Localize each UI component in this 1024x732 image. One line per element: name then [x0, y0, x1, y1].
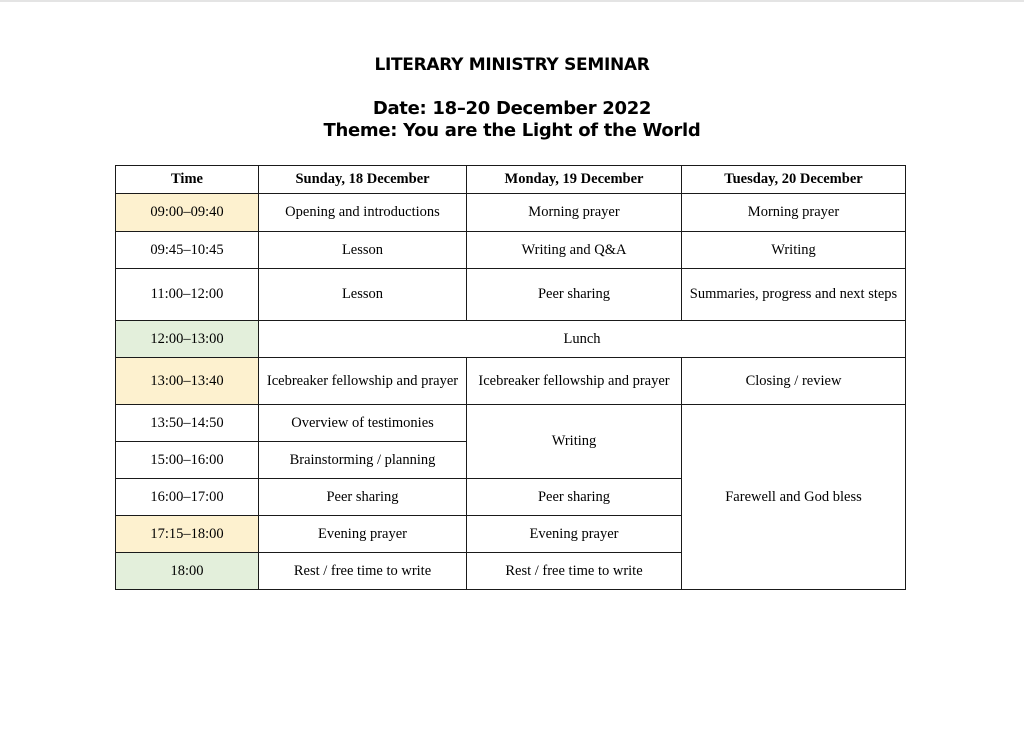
sunday-cell: Brainstorming / planning — [259, 442, 467, 479]
time-cell: 09:45–10:45 — [116, 232, 259, 269]
page-title: LITERARY MINISTRY SEMINAR — [374, 55, 650, 75]
column-header-tuesday: Tuesday, 20 December — [682, 166, 906, 194]
table-row — [116, 405, 906, 442]
time-cell: 15:00–16:00 — [116, 442, 259, 479]
tuesday-cell: Morning prayer — [682, 194, 906, 232]
time-cell: 13:50–14:50 — [116, 405, 259, 442]
sunday-cell: Lesson — [259, 269, 467, 321]
sunday-cell: Overview of testimonies — [259, 405, 467, 442]
monday-cell: Rest / free time to write — [467, 553, 682, 590]
lunch-cell: Lunch — [259, 321, 906, 358]
table-row — [116, 194, 906, 232]
monday-cell: Writing and Q&A — [467, 232, 682, 269]
time-cell: 17:15–18:00 — [116, 516, 259, 553]
column-header-monday: Monday, 19 December — [467, 166, 682, 194]
time-cell: 18:00 — [116, 553, 259, 590]
tuesday-cell: Farewell and God bless — [682, 405, 906, 590]
table-row — [116, 358, 906, 405]
time-cell: 16:00–17:00 — [116, 479, 259, 516]
tuesday-cell: Closing / review — [682, 358, 906, 405]
sunday-cell: Icebreaker fellowship and prayer — [259, 358, 467, 405]
time-cell: 11:00–12:00 — [116, 269, 259, 321]
sunday-cell: Opening and introductions — [259, 194, 467, 232]
time-cell: 13:00–13:40 — [116, 358, 259, 405]
column-header-time: Time — [116, 166, 259, 194]
tuesday-cell: Writing — [682, 232, 906, 269]
monday-cell: Icebreaker fellowship and prayer — [467, 358, 682, 405]
column-header-sunday: Sunday, 18 December — [259, 166, 467, 194]
monday-cell: Morning prayer — [467, 194, 682, 232]
sunday-cell: Evening prayer — [259, 516, 467, 553]
table-row — [116, 321, 906, 358]
monday-cell: Peer sharing — [467, 479, 682, 516]
monday-cell: Evening prayer — [467, 516, 682, 553]
schedule-table — [115, 165, 906, 590]
time-cell: 09:00–09:40 — [116, 194, 259, 232]
monday-cell: Writing — [467, 405, 682, 479]
seminar-date: Date: 18–20 December 2022 — [372, 98, 652, 119]
sunday-cell: Lesson — [259, 232, 467, 269]
monday-cell: Peer sharing — [467, 269, 682, 321]
table-header-row — [116, 166, 906, 194]
time-cell: 12:00–13:00 — [116, 321, 259, 358]
page-top-border — [0, 0, 1024, 2]
table-row — [116, 232, 906, 269]
table-row — [116, 269, 906, 321]
sunday-cell: Peer sharing — [259, 479, 467, 516]
tuesday-cell: Summaries, progress and next steps — [682, 269, 906, 321]
seminar-theme: Theme: You are the Light of the World — [323, 120, 701, 141]
sunday-cell: Rest / free time to write — [259, 553, 467, 590]
